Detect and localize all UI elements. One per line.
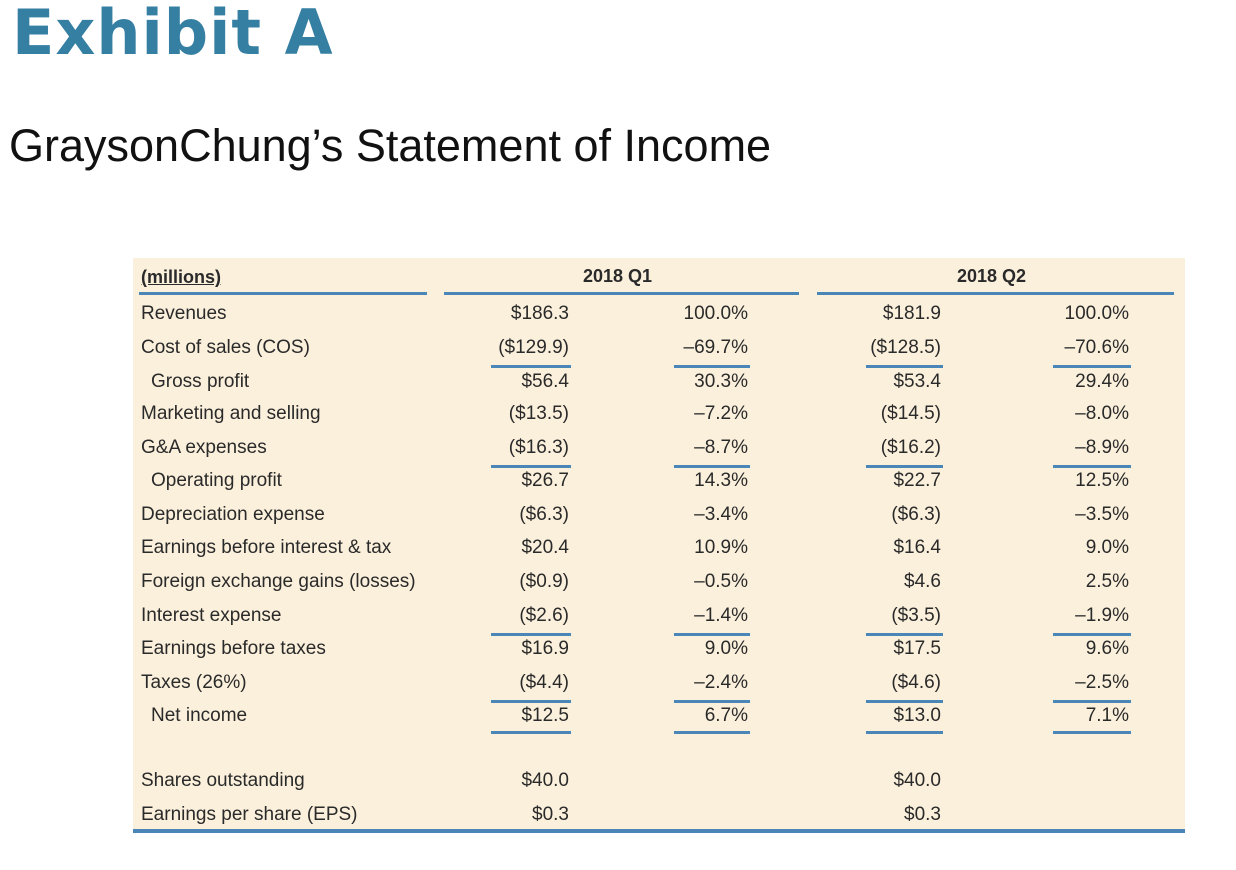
row-label: Depreciation expense [141, 504, 325, 525]
q2-amount: ($14.5) [880, 403, 941, 424]
row-label: Revenues [141, 303, 227, 324]
subtotal-rule [491, 731, 571, 734]
row-label: Shares outstanding [141, 770, 305, 791]
q2-amount: $53.4 [893, 371, 941, 392]
q2-amount: ($128.5) [870, 337, 941, 358]
row-label: Taxes (26%) [141, 672, 247, 693]
header-rule-q1 [444, 292, 799, 295]
subtotal-rule [674, 633, 750, 636]
subtotal-rule [491, 365, 571, 368]
q1-percent: –7.2% [694, 403, 748, 424]
subtotal-rule [674, 365, 750, 368]
row-label: Net income [151, 705, 248, 726]
unit-label: (millions) [141, 267, 221, 287]
subtotal-rule [1053, 700, 1131, 703]
q1-percent: –69.7% [683, 337, 748, 358]
q2-amount: $17.5 [893, 638, 941, 659]
q1-amount: $186.3 [510, 303, 569, 324]
row-label: Foreign exchange gains (losses) [141, 571, 416, 592]
q1-percent: 14.3% [694, 470, 748, 491]
subtotal-rule [866, 731, 943, 734]
q1-amount: $16.9 [521, 638, 569, 659]
q2-percent: 9.0% [1085, 537, 1129, 558]
header-rule-q2 [817, 292, 1174, 295]
subtotal-rule [674, 731, 750, 734]
header-rule-label [139, 292, 427, 295]
q2-amount: $181.9 [882, 303, 941, 324]
exhibit-label: Exhibit A [12, 0, 334, 69]
q2-amount: $40.0 [893, 770, 941, 791]
subtotal-rule [866, 465, 943, 468]
row-label: G&A expenses [141, 437, 267, 458]
q1-percent: –2.4% [694, 672, 748, 693]
q2-amount: $22.7 [893, 470, 941, 491]
subtotal-rule [1053, 365, 1131, 368]
row-label: Earnings before taxes [141, 638, 326, 659]
subtotal-rule [866, 365, 943, 368]
q1-amount: $0.3 [532, 804, 569, 825]
q2-percent: 12.5% [1075, 470, 1129, 491]
q2-amount: ($16.2) [880, 437, 941, 458]
q2-percent: –8.9% [1075, 437, 1129, 458]
row-label: Gross profit [151, 371, 250, 392]
q1-percent: 10.9% [694, 537, 748, 558]
q2-percent: –1.9% [1075, 605, 1129, 626]
q2-percent: 100.0% [1064, 303, 1129, 324]
q2-amount: $16.4 [893, 537, 941, 558]
subtotal-rule [1053, 465, 1131, 468]
row-label: Cost of sales (COS) [141, 337, 310, 358]
q2-percent: –70.6% [1064, 337, 1129, 358]
q1-percent: –8.7% [694, 437, 748, 458]
q1-percent: 6.7% [704, 705, 748, 726]
subtotal-rule [674, 700, 750, 703]
q2-amount: $13.0 [893, 705, 941, 726]
row-label: Earnings before interest & tax [141, 537, 392, 558]
q1-amount: ($2.6) [519, 605, 569, 626]
q2-amount: ($6.3) [891, 504, 941, 525]
q2-percent: 29.4% [1075, 371, 1129, 392]
q2-amount: $4.6 [904, 571, 941, 592]
q1-amount: ($16.3) [508, 437, 569, 458]
statement-title: GraysonChung’s Statement of Income [9, 120, 772, 171]
subtotal-rule [866, 633, 943, 636]
row-label: Marketing and selling [141, 403, 321, 424]
q2-amount: ($4.6) [891, 672, 941, 693]
q1-amount: ($13.5) [508, 403, 569, 424]
subtotal-rule [674, 465, 750, 468]
row-label: Earnings per share (EPS) [141, 804, 358, 825]
q1-percent: 9.0% [704, 638, 748, 659]
q1-amount: ($6.3) [519, 504, 569, 525]
period-header-q1: 2018 Q1 [583, 266, 653, 286]
period-header-q2: 2018 Q2 [957, 266, 1027, 286]
subtotal-rule [491, 700, 571, 703]
q2-percent: 7.1% [1085, 705, 1129, 726]
subtotal-rule [491, 465, 571, 468]
subtotal-rule [866, 700, 943, 703]
q1-percent: –3.4% [694, 504, 748, 525]
q1-percent: 100.0% [683, 303, 748, 324]
q1-amount: $20.4 [521, 537, 569, 558]
q1-percent: 30.3% [694, 371, 748, 392]
q1-percent: –1.4% [694, 605, 748, 626]
q2-percent: –8.0% [1075, 403, 1129, 424]
q1-amount: $40.0 [521, 770, 569, 791]
q1-percent: –0.5% [694, 571, 748, 592]
q2-amount: ($3.5) [891, 605, 941, 626]
q1-amount: ($129.9) [498, 337, 569, 358]
q1-amount: $12.5 [521, 705, 569, 726]
q2-percent: 9.6% [1085, 638, 1129, 659]
q1-amount: $56.4 [521, 371, 569, 392]
row-label: Interest expense [141, 605, 282, 626]
q1-amount: ($0.9) [519, 571, 569, 592]
q2-percent: –3.5% [1075, 504, 1129, 525]
q2-amount: $0.3 [904, 804, 941, 825]
subtotal-rule [1053, 633, 1131, 636]
q1-amount: ($4.4) [519, 672, 569, 693]
q2-percent: –2.5% [1075, 672, 1129, 693]
subtotal-rule [1053, 731, 1131, 734]
table-bottom-rule [133, 829, 1185, 833]
q1-amount: $26.7 [521, 470, 569, 491]
row-label: Operating profit [151, 470, 282, 491]
subtotal-rule [491, 633, 571, 636]
q2-percent: 2.5% [1085, 571, 1129, 592]
